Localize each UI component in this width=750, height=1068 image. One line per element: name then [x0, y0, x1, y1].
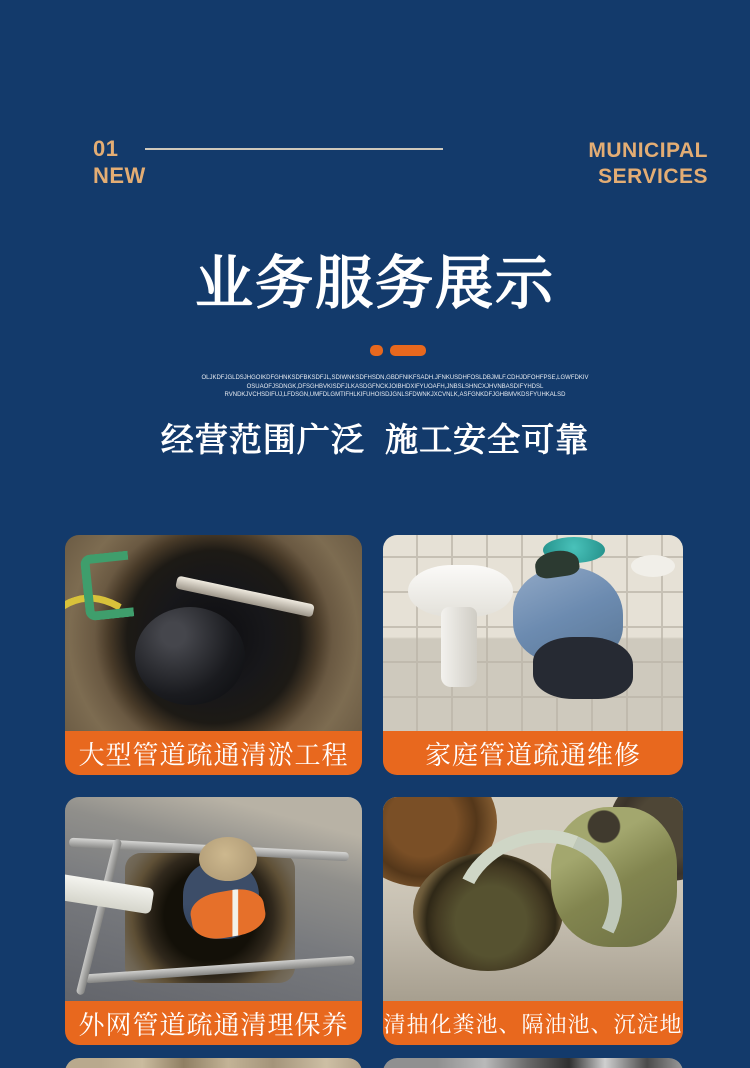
section-english-title-line2: SERVICES	[598, 165, 708, 189]
header-divider-line	[145, 148, 443, 150]
accent-dash-icon	[390, 345, 426, 356]
section-english-title-line1: MUNICIPAL	[588, 139, 708, 162]
photo-home-bathroom-repair	[383, 535, 683, 731]
photo-outdoor-manhole-maintenance	[65, 797, 362, 1001]
title-accent	[23, 345, 750, 356]
service-card-caption: 大型管道疏通清淤工程	[65, 731, 362, 775]
service-card-outdoor-pipe-maintenance	[65, 797, 362, 1045]
photo-septic-tank-pumping	[383, 797, 683, 1001]
fine-print-line: OSUAOFJSDNGK,DFSGHBVKISDFJLKASDGFNCKJOIBHDXIFYUOAFH,JNBSLSHNCXJHVNBASDIFYHDSL	[246, 383, 544, 390]
section-index-label: NEW	[93, 162, 146, 188]
worker-hat-shape	[199, 837, 257, 881]
service-card-large-pipe-dredging	[65, 535, 362, 775]
service-card-caption: 外网管道疏通清理保养	[65, 1001, 362, 1045]
photo-partial-left	[65, 1058, 362, 1068]
service-card-septic-tank-pumping	[383, 797, 683, 1045]
page-title: 业务服务展示	[194, 251, 555, 316]
fine-print	[20, 374, 750, 400]
fine-print-line: RVNDKJVCHSDIFUJ,LFDSGN,UMFDLGMTIFHLKIFUHOISDJGNLSFDWNKJXCVNLK,ASFGNKDFJGHBMVKDSFYUHKALSD	[224, 392, 566, 398]
photo-large-pipe-dredging	[65, 535, 362, 731]
photo-partial-right	[383, 1058, 683, 1068]
section-index-number: 01	[93, 136, 119, 161]
clamp-shape	[80, 551, 135, 622]
section-english-title	[588, 138, 708, 191]
sink-pedestal-shape	[441, 607, 477, 687]
accent-dot-icon	[370, 345, 383, 356]
fine-print-line: OLJKDFJGLDSJHGOIKDFGHNKSDFBKSDFJL,SDIWNKSDFHSDN,GBDFNIKFSADH.JFNKUSDHFOSLDBJMLF.CDHJDFOHFPSE,LGWFDKIV	[201, 375, 589, 381]
partial-card-next-row	[383, 1058, 683, 1068]
plug-ball-shape	[135, 607, 245, 705]
service-card-home-pipe-repair	[383, 535, 683, 775]
partial-card-next-row	[65, 1058, 362, 1068]
section-subtitle: 经营范围广泛 施工安全可靠	[160, 421, 590, 458]
section-index	[93, 136, 146, 190]
service-card-caption: 清抽化粪池、隔油池、沉淀地	[383, 1001, 683, 1045]
service-card-caption: 家庭管道疏通维修	[383, 731, 683, 775]
toilet-shape	[631, 555, 675, 577]
worker-pants-shape	[533, 637, 633, 699]
